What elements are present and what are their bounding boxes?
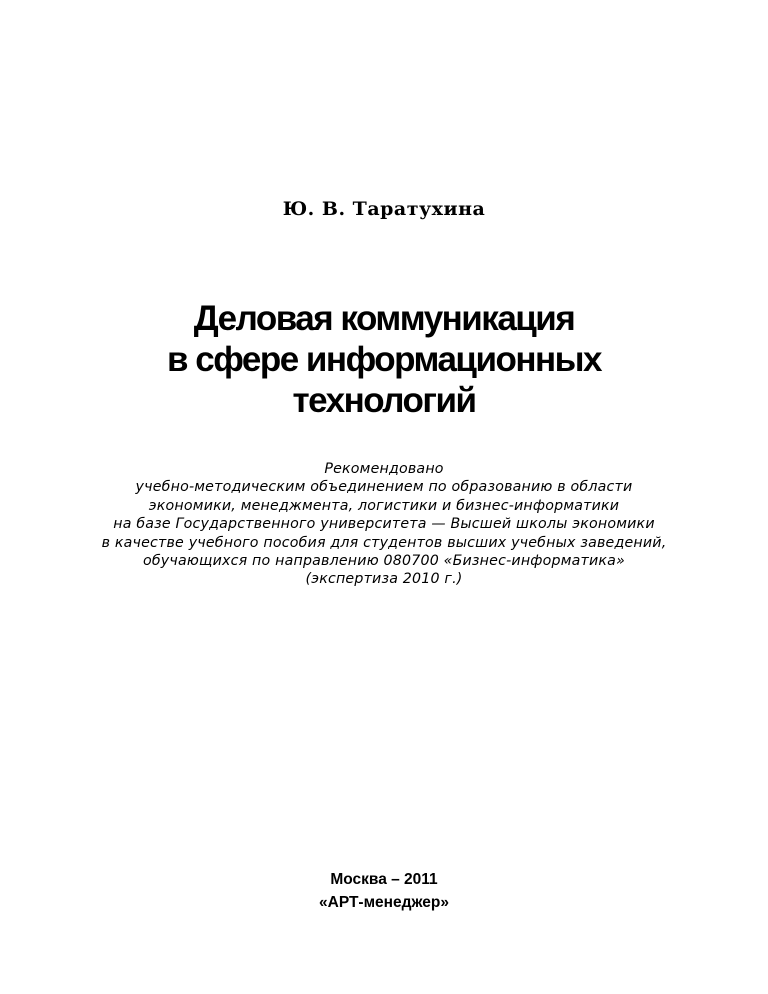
approval-line: Рекомендовано (324, 461, 444, 477)
approval-line: экономики, менеджмента, логистики и бизнес-информатики (148, 497, 620, 514)
author-name: Ю. В. Таратухина (282, 198, 486, 220)
approval-line: на базе Государственного университета — Высшей школы экономики (113, 516, 655, 533)
book-title-line: в сфере информационных (167, 340, 601, 379)
approval-line: в качестве учебного пособия для студентов высших учебных заведений, (101, 534, 667, 551)
imprint (0, 868, 768, 914)
imprint-city-year: Москва – 2011 (330, 871, 438, 888)
approval-line: учебно-методическим объединением по образованию в области (135, 479, 633, 496)
book-title (0, 298, 768, 421)
approval-line: (экспертиза 2010 г.) (305, 571, 463, 588)
book-title-line: Деловая коммуникация (193, 299, 575, 338)
imprint-publisher: «АРТ-менеджер» (319, 894, 449, 911)
book-title-line: технологий (292, 381, 476, 420)
approval-statement (0, 460, 768, 589)
approval-line: обучающихся по направлению 080700 «Бизнес-информатика» (142, 553, 626, 570)
